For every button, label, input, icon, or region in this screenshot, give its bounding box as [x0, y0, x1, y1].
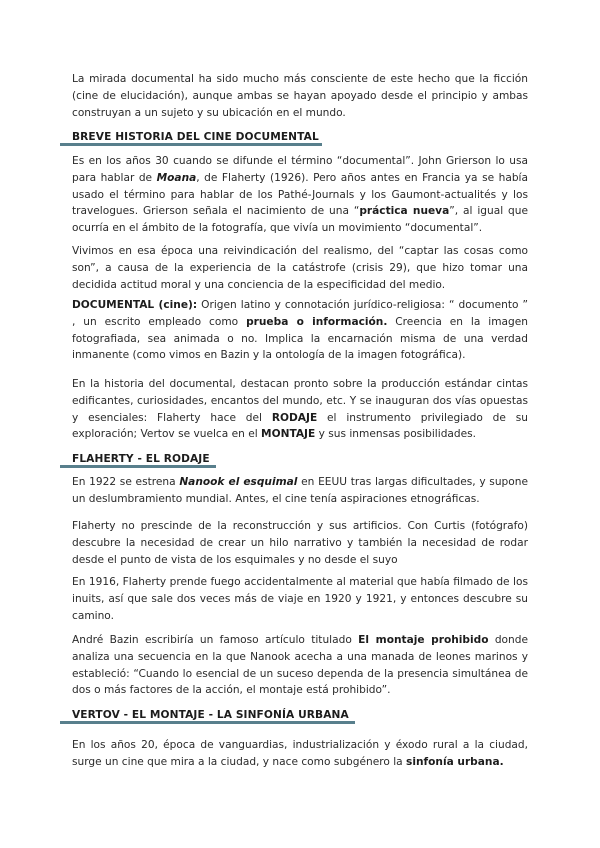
bold-term: sinfonía urbana.	[406, 755, 504, 768]
article-title: El montaje prohibido	[358, 634, 489, 646]
bold-term: práctica nueva	[359, 205, 450, 218]
text-run: Es en los años 30 cuando se difunde el término “documental”. John Grierson lo usa para hablar de	[72, 155, 528, 184]
section-heading-flaherty: FLAHERTY - EL RODAJE	[72, 453, 210, 465]
bold-term: prueba o información.	[246, 315, 388, 328]
text-run: el instrumento privilegiado de su exploración; Vertov se vuelca en el	[72, 411, 528, 441]
text-run: En los años 20, época de vanguardias, industrialización y éxodo rural a la ciudad, surge un cine que mira a la ciudad, y nace como subgénero la	[72, 739, 528, 768]
historia-paragraph-1	[72, 153, 528, 237]
flaherty-paragraph-4	[72, 632, 528, 699]
flaherty-paragraph-3: En 1916, Flaherty prende fuego accidentalmente al material que había filmado de los inuits, así que sale dos veces más de viaje en 1920 y 1921, y entonces descubre su camino.	[72, 576, 528, 622]
film-title-nanook: Nanook el esquimal	[179, 476, 298, 488]
historia-paragraph-2: Vivimos en esa época una reivindicación del realismo, del “captar las cosas como son”, a causa de la experiencia de la catástrofe (crisis 29), que hizo tomar una decidida actitud moral y una conciencia de la especificidad del medio.	[72, 245, 528, 291]
text-run: , de Flaherty (1926). Pero años antes en Francia ya se había usado el término para hablar de los Pathé-Journals y los Gaumont-actualités y los travelogues. Grierson señala el nacimiento de una “	[72, 171, 528, 218]
flaherty-paragraph-2: Flaherty no prescinde de la reconstrucción y sus artificios. Con Curtis (fotógrafo) descubre la necesidad de crear un hilo narrativo y también la necesidad de rodar desde el punto de vista de los esquimales y no desde el suyo	[72, 520, 528, 566]
historia-paragraph-3	[72, 297, 528, 364]
section-heading-vertov: VERTOV - EL MONTAJE - LA SINFONÍA URBANA	[72, 709, 349, 721]
text-run: Origen latino y connotación jurídico-religiosa: “ documento ” , un escrito empleado como	[72, 299, 529, 328]
definition-term: DOCUMENTAL (cine):	[72, 299, 198, 311]
historia-paragraph-4	[72, 376, 528, 443]
text-run: y sus inmensas posibilidades.	[315, 428, 477, 441]
intro-paragraph: La mirada documental ha sido mucho más consciente de este hecho que la ficción (cine de elucidación), aunque ambas se hayan apoyado desde el principio y ambas construyan a un sujeto y su ubicación en el mundo.	[72, 73, 528, 119]
text-run: En la historia del documental, destacan pronto sobre la producción estándar cintas edificantes, curiosidades, encantos del mundo, etc. Y se inauguran dos vías opuestas y esenciales: Flaherty hace del	[72, 378, 528, 424]
flaherty-paragraph-1	[72, 474, 528, 508]
text-run: ”, al igual que ocurría en el ámbito de la fotografía, que vivía un movimiento “documental”.	[72, 205, 528, 235]
bold-term: MONTAJE	[261, 428, 316, 441]
film-title-moana: Moana	[156, 171, 197, 184]
section-heading-historia: BREVE HISTORIA DEL CINE DOCUMENTAL	[72, 131, 319, 143]
text-run: donde analiza una secuencia en la que Nanook acecha a una manada de leones marinos y estableció: “Cuando lo esencial de un suceso dependa de la presencia simultánea de dos o más factores de la acción, el montaje está prohibido”.	[72, 634, 528, 697]
vertov-paragraph-1	[72, 737, 528, 771]
text-run: André Bazin escribiría un famoso artículo titulado	[72, 634, 359, 646]
text-run: En 1922 se estrena	[72, 476, 180, 488]
text-run: Creencia en la imagen fotografiada, sea animada o no. Implica la encarnación misma de una verdad inmanente (como vimos en Bazin y la ontología de la imagen fotográfica).	[72, 315, 528, 362]
text-run: en EEUU tras largas dificultades, y supone un deslumbramiento mundial. Antes, el cine tenía aspiraciones etnográficas.	[72, 476, 528, 505]
bold-term: RODAJE	[271, 411, 318, 424]
